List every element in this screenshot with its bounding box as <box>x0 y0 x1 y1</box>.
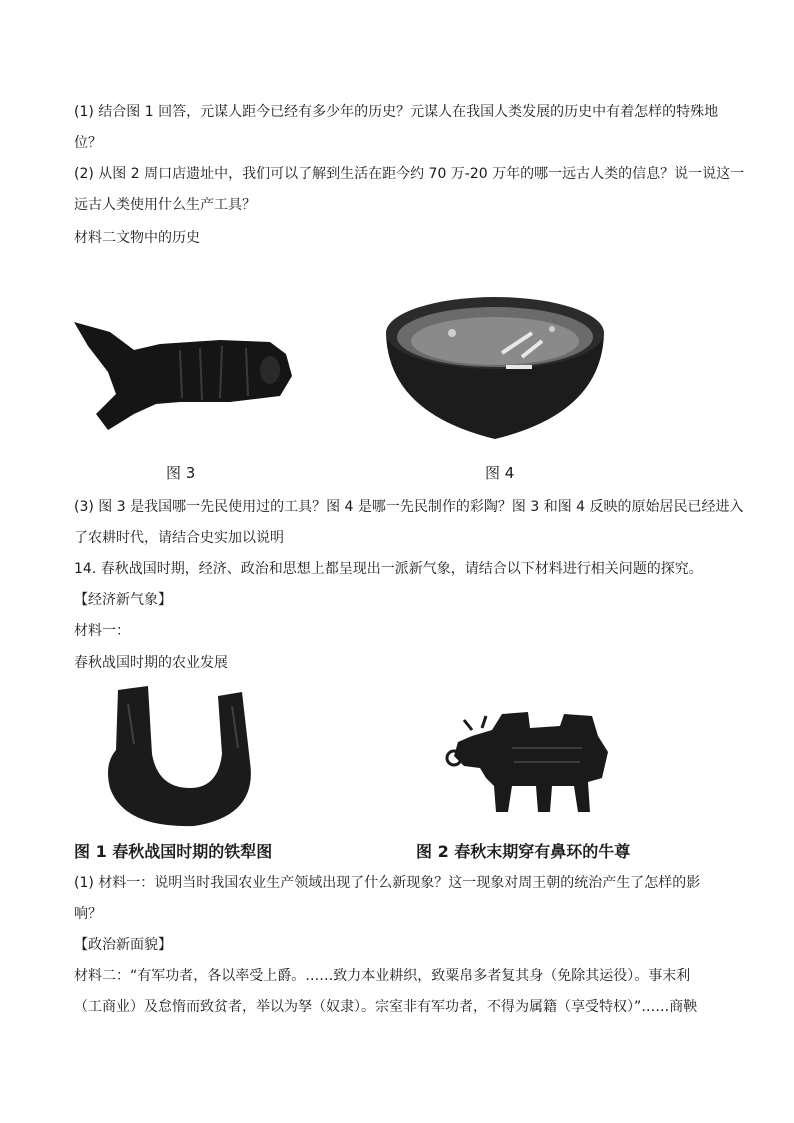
question-14-1-line-2: 响？ <box>74 906 102 922</box>
figure-2-ox-zun-image <box>442 708 622 818</box>
figure-1-iron-plow-image <box>104 684 274 834</box>
figure-2-caption: 图 2 春秋末期穿有鼻环的牛尊 <box>416 842 631 861</box>
question-3-line-1: (3) 图 3 是我国哪一先民使用过的工具？图 4 是哪一先民制作的彩陶？图 3 和图 4 反映的原始居民已经进入 <box>74 499 744 515</box>
question-14-1-line-1: (1) 材料一：说明当时我国农业生产领域出现了什么新现象？这一现象对周王朝的统治产生了怎样的影 <box>74 875 701 891</box>
material-1-label: 材料一： <box>74 623 130 639</box>
material-2-heading: 材料二文物中的历史 <box>74 230 200 246</box>
question-14-intro: 14. 春秋战国时期，经济、政治和思想上都呈现出一派新气象，请结合以下材料进行相关问题的探究。 <box>74 561 703 577</box>
politics-heading: 【政治新面貌】 <box>74 937 172 953</box>
figure-1-caption: 图 1 春秋战国时期的铁犁图 <box>74 842 273 861</box>
figure-4-pottery-bowl-image <box>382 293 608 443</box>
question-1-line-1: (1) 结合图 1 回答，元谋人距今已经有多少年的历史？元谋人在我国人类发展的历史中有着怎样的特殊地 <box>74 104 719 120</box>
material-2-quote-line-1: 材料二：“有军功者，各以率受上爵。……致力本业耕织，致粟帛多者复其身（免除其运役）。事末利 <box>74 968 691 984</box>
question-1-line-2: 位？ <box>74 135 102 151</box>
question-2-line-2: 远古人类使用什么生产工具？ <box>74 197 256 213</box>
figure-3-stone-tool-image <box>70 310 300 440</box>
figure-3-caption: 图 3 <box>166 464 196 482</box>
economy-heading: 【经济新气象】 <box>74 592 172 608</box>
material-1-title: 春秋战国时期的农业发展 <box>74 655 228 671</box>
material-2-quote-line-2: （工商业）及怠惰而致贫者，举以为孥（奴隶）。宗室非有军功者，不得为属籍（享受特权）”……商鞅 <box>74 999 698 1015</box>
question-3-line-2: 了农耕时代，请结合史实加以说明 <box>74 530 284 546</box>
figure-4-caption: 图 4 <box>485 464 515 482</box>
question-2-line-1: (2) 从图 2 周口店遗址中，我们可以了解到生活在距今约 70 万-20 万年的哪一远古人类的信息？说一说这一 <box>74 166 745 182</box>
